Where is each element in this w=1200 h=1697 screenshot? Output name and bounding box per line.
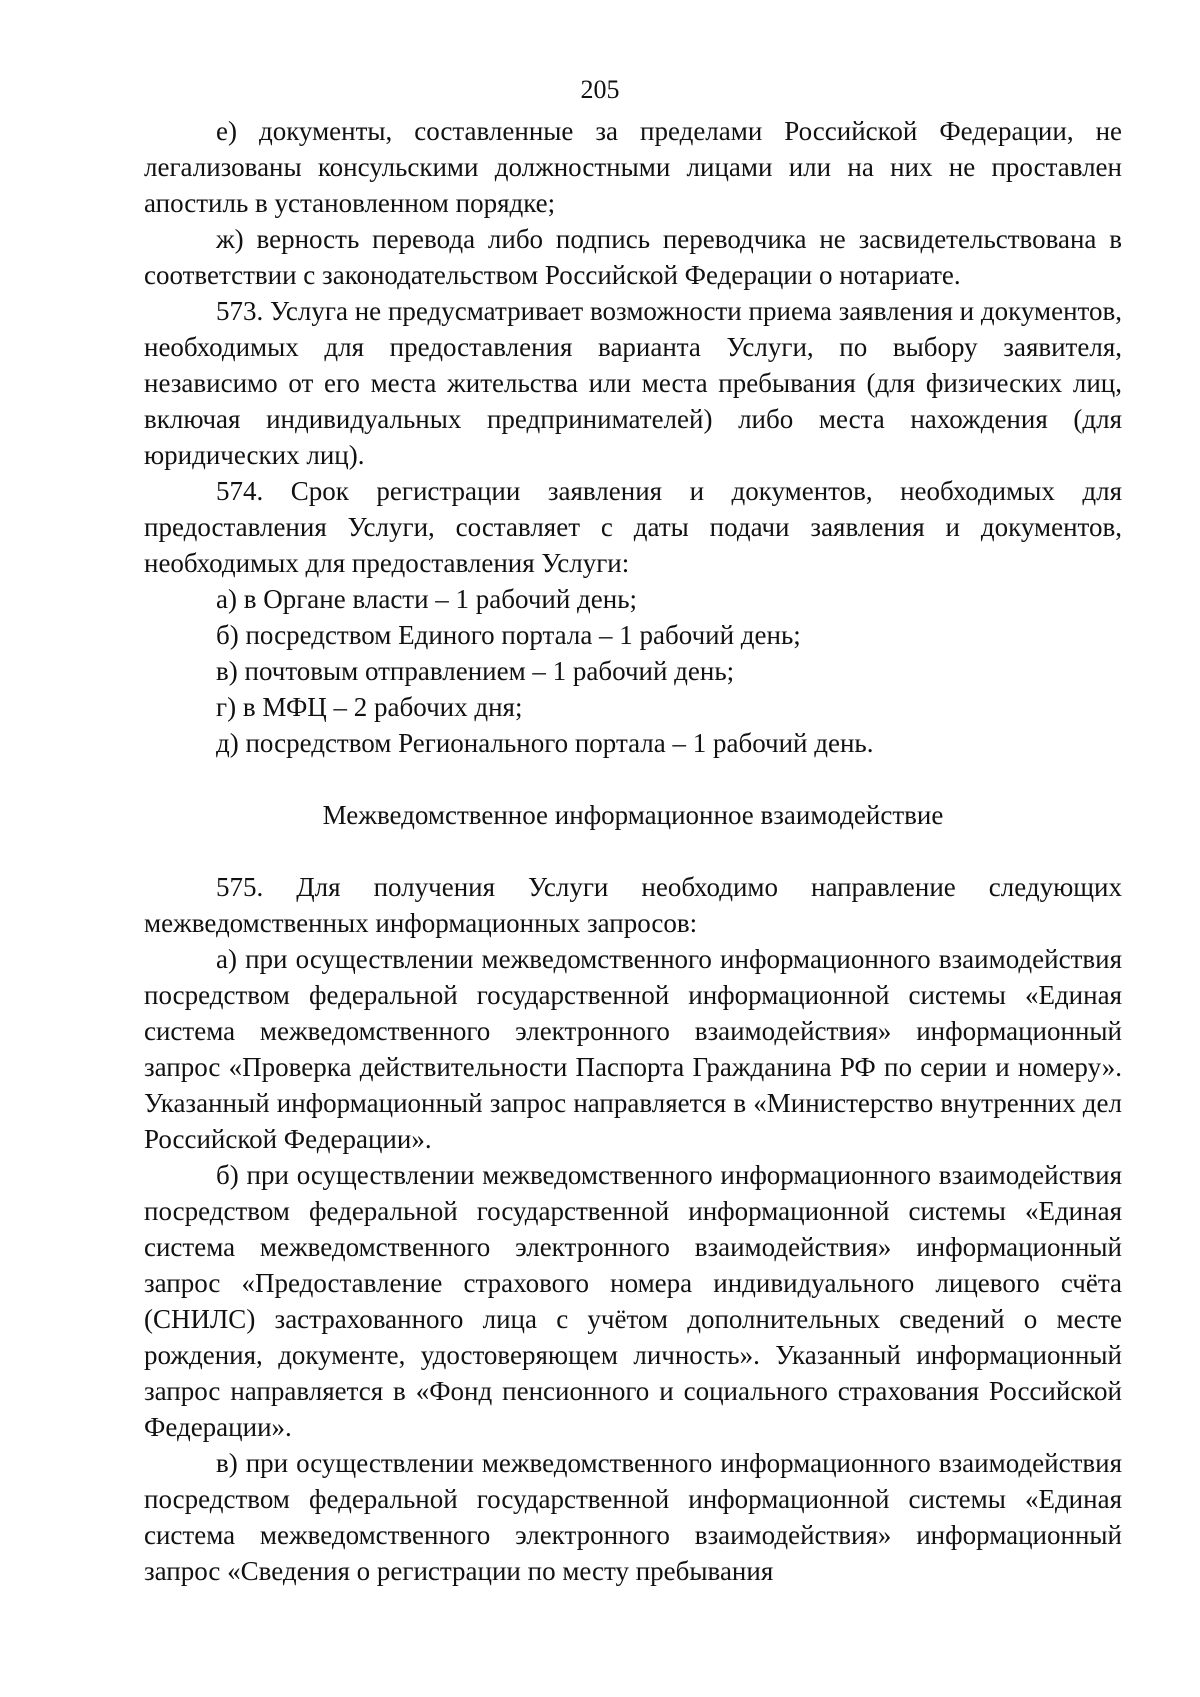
paragraph-575-v: в) при осуществлении межведомственного информационного взаимодействия посредством федеральной государственной информационной системы «Единая система межведомственного электронного взаимодействия» информационный запрос «Сведения о регистрации по месту пребывания bbox=[144, 1448, 1122, 1586]
list-item-b: б) посредством Единого портала – 1 рабочий день; bbox=[216, 620, 801, 650]
document-body bbox=[144, 113, 1122, 1589]
list-item-g: г) в МФЦ – 2 рабочих дня; bbox=[216, 692, 523, 722]
list-item-d: д) посредством Регионального портала – 1 рабочий день. bbox=[216, 728, 874, 758]
section-heading: Межведомственное информационное взаимодействие bbox=[322, 800, 944, 830]
paragraph-e-legalization: е) документы, составленные за пределами Российской Федерации, не легализованы консульскими должностными лицами или на них не проставлен апостиль в установленном порядке; bbox=[144, 116, 1122, 218]
list-item-v: в) почтовым отправлением – 1 рабочий день; bbox=[216, 656, 735, 686]
paragraph-575: 575. Для получения Услуги необходимо направление следующих межведомственных информационных запросов: bbox=[144, 872, 1122, 938]
paragraph-575-b: б) при осуществлении межведомственного информационного взаимодействия посредством федеральной государственной информационной системы «Единая система межведомственного электронного взаимодействия» информационный запрос «Предоставление страхового номера индивидуального лицевого счёта (СНИЛС) застрахованного лица с учётом дополнительных сведений о месте рождения, документе, удостоверяющем личность». Указанный информационный запрос направляется в «Фонд пенсионного и социального страхования Российской Федерации». bbox=[144, 1160, 1122, 1442]
list-item-a: а) в Органе власти – 1 рабочий день; bbox=[216, 584, 638, 614]
paragraph-zh-translation: ж) верность перевода либо подпись переводчика не засвидетельствована в соответствии с законодательством Российской Федерации о нотариате. bbox=[144, 224, 1122, 290]
paragraph-573: 573. Услуга не предусматривает возможности приема заявления и документов, необходимых для предоставления варианта Услуги, по выбору заявителя, независимо от его места жительства или места пребывания (для физических лиц, включая индивидуальных предпринимателей) либо места нахождения (для юридических лиц). bbox=[144, 296, 1122, 470]
paragraph-575-a: а) при осуществлении межведомственного информационного взаимодействия посредством федеральной государственной информационной системы «Единая система межведомственного электронного взаимодействия» информационный запрос «Проверка действительности Паспорта Гражданина РФ по серии и номеру». Указанный информационный запрос направляется в «Министерство внутренних дел Российской Федерации». bbox=[144, 944, 1122, 1154]
page-number: 205 bbox=[580, 75, 620, 104]
paragraph-574: 574. Срок регистрации заявления и документов, необходимых для предоставления Услуги, составляет с даты подачи заявления и документов, необходимых для предоставления Услуги: bbox=[144, 476, 1122, 578]
